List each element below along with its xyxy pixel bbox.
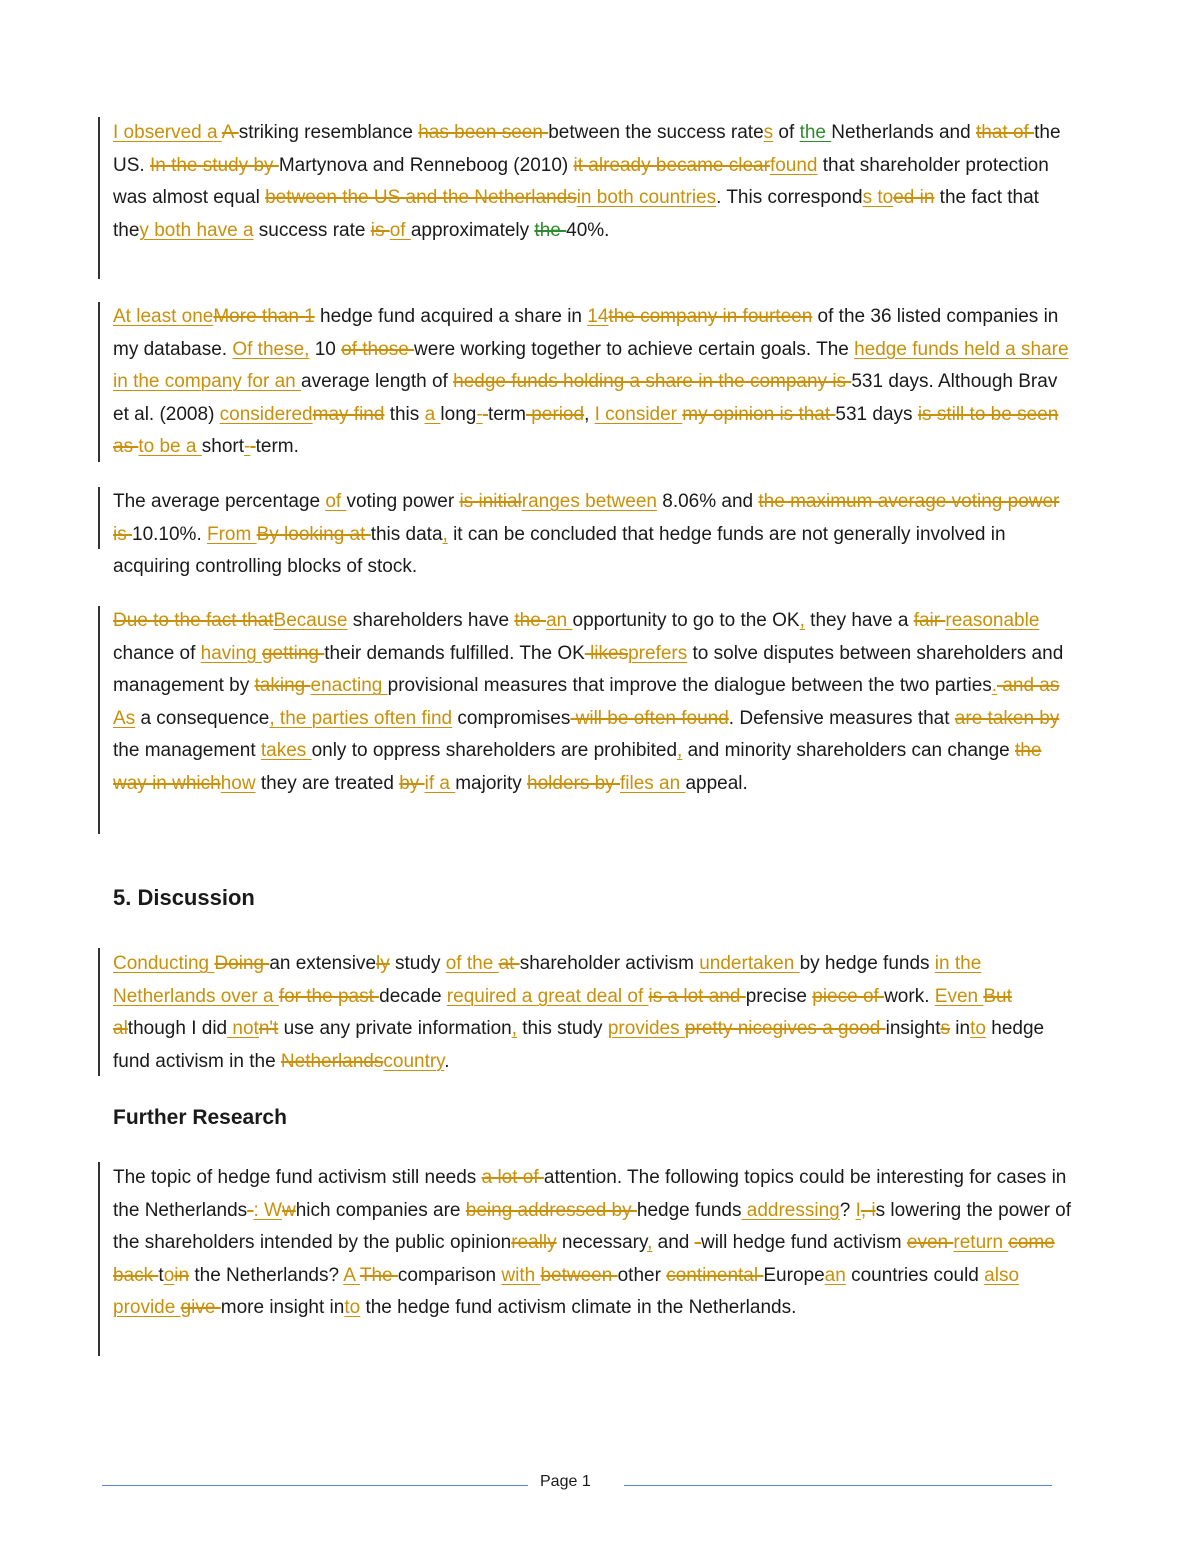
deleted-text: Netherlands <box>280 1050 384 1072</box>
text-run: 10 <box>309 338 342 360</box>
deleted-text: the company in fourteen <box>608 306 813 327</box>
inserted-text: 14 <box>587 306 609 327</box>
deleted-text: has been seen <box>418 122 549 143</box>
deleted-text: my opinion is that <box>682 403 836 425</box>
text-run: approximately <box>410 219 535 241</box>
deleted-text: of those <box>341 338 415 360</box>
inserted-text: considered <box>219 403 313 425</box>
text-run: . Defensive measures that <box>728 707 955 729</box>
text-run: study <box>389 953 446 974</box>
deleted-text: even <box>906 1232 954 1254</box>
deleted-text: will be often found <box>570 707 729 729</box>
deleted-text: pretty nicegives a good <box>684 1018 886 1040</box>
deleted-text: between the US and the Netherlands <box>265 187 577 209</box>
text-run: Martynova and Renneboog (2010) <box>278 154 574 176</box>
deleted-text: The <box>359 1264 398 1286</box>
body-paragraph <box>113 301 1078 464</box>
deleted-text: More than 1 <box>213 306 315 327</box>
text-run: 531 days <box>835 403 918 425</box>
text-run: t <box>158 1264 164 1286</box>
text-run: provisional measures that improve the dialogue between the two parties <box>387 675 992 697</box>
inserted-text: , <box>511 1018 517 1040</box>
page-number: Page 1 <box>540 1473 591 1490</box>
text-run: average length of <box>301 371 454 393</box>
inserted-text: - <box>244 436 251 458</box>
deleted-text: is <box>370 219 390 241</box>
text-run: it can be concluded that hedge funds are not generally involved in acquiring controlling blocks of stock. <box>113 523 1006 578</box>
text-run: voting power <box>346 491 460 512</box>
deleted-text: it already became clear <box>573 154 770 176</box>
deleted-text: by <box>399 772 425 794</box>
deleted-text: really <box>511 1232 557 1254</box>
deleted-text: likes <box>584 642 629 664</box>
subheading-further-research: Further Research <box>113 1106 287 1129</box>
inserted-text: At least one <box>113 306 214 327</box>
text-run: this study <box>516 1018 608 1040</box>
text-run: an extensive <box>269 953 377 974</box>
text-run: this <box>384 403 425 425</box>
text-run: more insight in <box>220 1297 345 1319</box>
text-run: a consequence <box>135 707 270 729</box>
text-run: ? <box>839 1199 856 1221</box>
deleted-text: fair <box>913 610 946 631</box>
inserted-text: ranges between <box>521 491 657 512</box>
deleted-text: taking <box>254 675 311 697</box>
inserted-text: undertaken <box>699 953 800 974</box>
inserted-text: to be a <box>138 436 202 458</box>
inserted-text: if a <box>424 772 456 794</box>
text-run: appeal. <box>685 772 748 794</box>
text-run: long <box>440 403 477 425</box>
text-run: shareholder activism <box>519 953 700 974</box>
inserted-text: files an <box>619 772 686 794</box>
inserted-text: . <box>991 675 998 697</box>
deleted-text: ed in <box>893 187 935 209</box>
deleted-text: In the study by <box>149 154 279 176</box>
inserted-text: I <box>855 1199 861 1221</box>
deleted-text: ly <box>376 953 390 974</box>
text-run: compromises <box>452 707 571 729</box>
inserted-text: in both countries <box>576 187 717 209</box>
deleted-text: is a lot and <box>648 985 746 1007</box>
footer-rule-right <box>624 1485 1052 1486</box>
body-paragraph <box>113 486 1078 584</box>
text-run: attention. The following topics could be interesting for cases in the Netherlands <box>113 1167 1067 1221</box>
deleted-text: continental <box>666 1264 764 1286</box>
change-bar <box>98 487 100 549</box>
text-run: The topic of hedge fund activism still needs <box>113 1167 482 1188</box>
inserted-text: , the parties often find <box>269 707 453 729</box>
text-run: though I did <box>127 1018 228 1040</box>
text-run: countries could <box>845 1264 985 1286</box>
text-run: of <box>773 122 800 143</box>
text-run: necessary <box>556 1232 648 1254</box>
inserted-text: reasonable <box>945 610 1040 631</box>
text-run: hich companies are <box>295 1199 466 1221</box>
text-run: Netherlands and <box>831 122 976 143</box>
inserted-text: enacting <box>310 675 388 697</box>
inserted-text: to <box>344 1297 361 1319</box>
text-run: success rate <box>253 219 371 241</box>
deleted-text: give <box>180 1297 221 1319</box>
deleted-text: getting <box>261 642 325 664</box>
text-run: between the success rate <box>548 122 764 143</box>
text-run: , <box>584 403 595 425</box>
text-run: Europe <box>763 1264 825 1286</box>
inserted-text: y both have a <box>139 219 254 241</box>
inserted-text: the <box>799 122 832 143</box>
text-run: comparison <box>397 1264 502 1286</box>
text-run: precise <box>745 985 813 1007</box>
inserted-text: : W <box>253 1199 282 1221</box>
deleted-text: piece of <box>812 985 885 1007</box>
text-run: 8.06% and <box>656 491 759 512</box>
inserted-text: return <box>953 1232 1009 1254</box>
section-heading-discussion: 5. Discussion <box>113 885 255 910</box>
inserted-text: , <box>442 523 448 545</box>
text-run: the Netherlands? <box>189 1264 344 1286</box>
inserted-text: - <box>476 403 483 425</box>
inserted-text: s to <box>862 187 894 209</box>
deleted-text: is initial <box>459 491 522 512</box>
text-run: they are treated <box>255 772 400 794</box>
footer-rule-left <box>102 1485 528 1486</box>
inserted-text: an <box>546 610 573 631</box>
deleted-text: is still to be seen as <box>113 403 1059 458</box>
text-run: the management <box>113 740 261 762</box>
deleted-text: By looking at <box>256 523 371 545</box>
deleted-text: at <box>498 953 520 974</box>
deleted-text: the <box>534 219 567 241</box>
body-paragraph <box>113 117 1078 247</box>
inserted-text: in the Netherlands over a <box>113 953 982 1007</box>
text-run: The average percentage <box>113 491 326 512</box>
deleted-text: But al <box>113 985 1012 1040</box>
deleted-text: that of <box>975 122 1035 143</box>
text-run: and <box>652 1232 695 1254</box>
inserted-text: with <box>501 1264 541 1286</box>
inserted-text: of <box>389 219 411 241</box>
deleted-text: for the past <box>278 985 380 1007</box>
deleted-text: and as <box>997 675 1060 697</box>
text-run: hedge fund activism in the <box>113 1018 1045 1072</box>
text-run: to solve disputes between shareholders and management by <box>113 642 1064 697</box>
deleted-text: , i <box>860 1199 876 1221</box>
deleted-text: being addressed by <box>465 1199 637 1221</box>
text-run: shareholders have <box>347 610 515 631</box>
deleted-text: in <box>174 1264 190 1286</box>
deleted-text: s <box>940 1018 951 1040</box>
text-run: striking resemblance <box>238 122 419 143</box>
inserted-text: From <box>207 523 257 545</box>
text-run: work. <box>884 985 935 1007</box>
inserted-text: hedge funds held a share in the company for an <box>113 338 1069 393</box>
deleted-text: hedge funds holding a share in the company is <box>453 371 852 393</box>
deleted-text: are taken by <box>954 707 1060 729</box>
text-run: in <box>950 1018 971 1040</box>
deleted-text: may find <box>312 403 385 425</box>
text-run: 10.10%. <box>132 523 207 545</box>
deleted-text: the <box>514 610 547 631</box>
text-run: of the 36 listed companies in my database. <box>113 306 1059 360</box>
inserted-text: I observed a <box>113 122 222 143</box>
text-run: chance of <box>113 642 201 664</box>
text-run: by hedge funds <box>799 953 935 974</box>
inserted-text: o <box>163 1264 175 1286</box>
inserted-text: Even <box>934 985 984 1007</box>
text-run: this data <box>370 523 443 545</box>
change-bar <box>98 302 100 462</box>
text-run: term <box>487 403 526 425</box>
body-paragraph <box>113 605 1078 801</box>
inserted-text: a <box>424 403 441 425</box>
text-run: 531 days. Although Brav et al. (2008) <box>113 371 1058 425</box>
change-bar <box>98 117 100 279</box>
text-run: their demands fulfilled. The OK <box>324 642 585 664</box>
change-bar <box>98 948 100 1076</box>
text-run: use any private information <box>278 1018 512 1040</box>
text-run: term. <box>255 436 299 458</box>
inserted-text: prefers <box>628 642 688 664</box>
inserted-text: having <box>200 642 262 664</box>
text-run: other <box>617 1264 667 1286</box>
deleted-text: the way in which <box>113 740 1042 794</box>
deleted-text: between <box>540 1264 618 1286</box>
text-run: only to oppress shareholders are prohibited <box>311 740 678 762</box>
body-paragraph <box>113 1162 1078 1325</box>
inserted-text: s <box>763 122 774 143</box>
inserted-text: an <box>824 1264 846 1286</box>
inserted-text: country <box>383 1050 445 1072</box>
inserted-text: addressing <box>741 1199 840 1221</box>
inserted-text: also provide <box>113 1264 1020 1319</box>
deleted-text: - <box>247 1199 254 1221</box>
text-run: the hedge fund activism climate in the Netherlands. <box>360 1297 797 1319</box>
inserted-text: A <box>343 1264 360 1286</box>
inserted-text: I consider <box>594 403 683 425</box>
deleted-text: holders by <box>527 772 620 794</box>
inserted-text: takes <box>260 740 312 762</box>
text-run: opportunity to go to the OK <box>572 610 800 631</box>
body-paragraph <box>113 948 1078 1078</box>
deleted-text: the maximum average voting power is <box>113 491 1060 545</box>
inserted-text: not <box>227 1018 259 1040</box>
text-run: were working together to achieve certain goals. The <box>414 338 855 360</box>
inserted-text: Because <box>273 610 348 631</box>
inserted-text: , <box>647 1232 653 1254</box>
change-bar <box>98 606 100 834</box>
inserted-text: , <box>799 610 805 631</box>
deleted-text: Doing <box>214 953 270 974</box>
inserted-text: found <box>769 154 818 176</box>
text-run: the US. <box>113 122 1061 176</box>
change-bar <box>98 1162 100 1356</box>
deleted-text: come back <box>113 1232 1055 1286</box>
inserted-text: provides <box>607 1018 685 1040</box>
inserted-text: of the <box>445 953 499 974</box>
text-run: will hedge fund activism <box>700 1232 907 1254</box>
deleted-text: Due to the fact that <box>113 610 274 631</box>
text-run: hedge fund acquired a share in <box>314 306 588 327</box>
deleted-text: - <box>694 1232 701 1254</box>
inserted-text: Conducting <box>113 953 215 974</box>
text-run: s lowering the power of the shareholders intended by the public opinion <box>113 1199 1072 1254</box>
text-run: insight <box>885 1018 941 1040</box>
deleted-text: n't <box>258 1018 279 1040</box>
deleted-text: period <box>525 403 585 425</box>
text-run: hedge funds <box>636 1199 742 1221</box>
text-run: decade <box>379 985 447 1007</box>
inserted-text: to <box>970 1018 986 1040</box>
text-run: majority <box>455 772 528 794</box>
text-run: 40%. <box>566 219 610 241</box>
inserted-text: , <box>677 740 683 762</box>
inserted-text: of <box>325 491 347 512</box>
text-run: short <box>201 436 244 458</box>
deleted-text: a lot of <box>481 1167 544 1188</box>
deleted-text: A <box>221 122 239 143</box>
inserted-text: Of these, <box>232 338 310 360</box>
inserted-text: As <box>113 707 136 729</box>
text-run: the fact that the <box>113 187 1039 241</box>
text-run: . This correspond <box>716 187 863 209</box>
text-run: that shareholder protection was almost equal <box>113 154 1049 209</box>
deleted-text: w <box>281 1199 296 1221</box>
text-run: they have a <box>804 610 914 631</box>
inserted-text: required a great deal of <box>446 985 649 1007</box>
text-run: . <box>444 1050 450 1072</box>
inserted-text: how <box>220 772 256 794</box>
text-run: and minority shareholders can change <box>682 740 1016 762</box>
